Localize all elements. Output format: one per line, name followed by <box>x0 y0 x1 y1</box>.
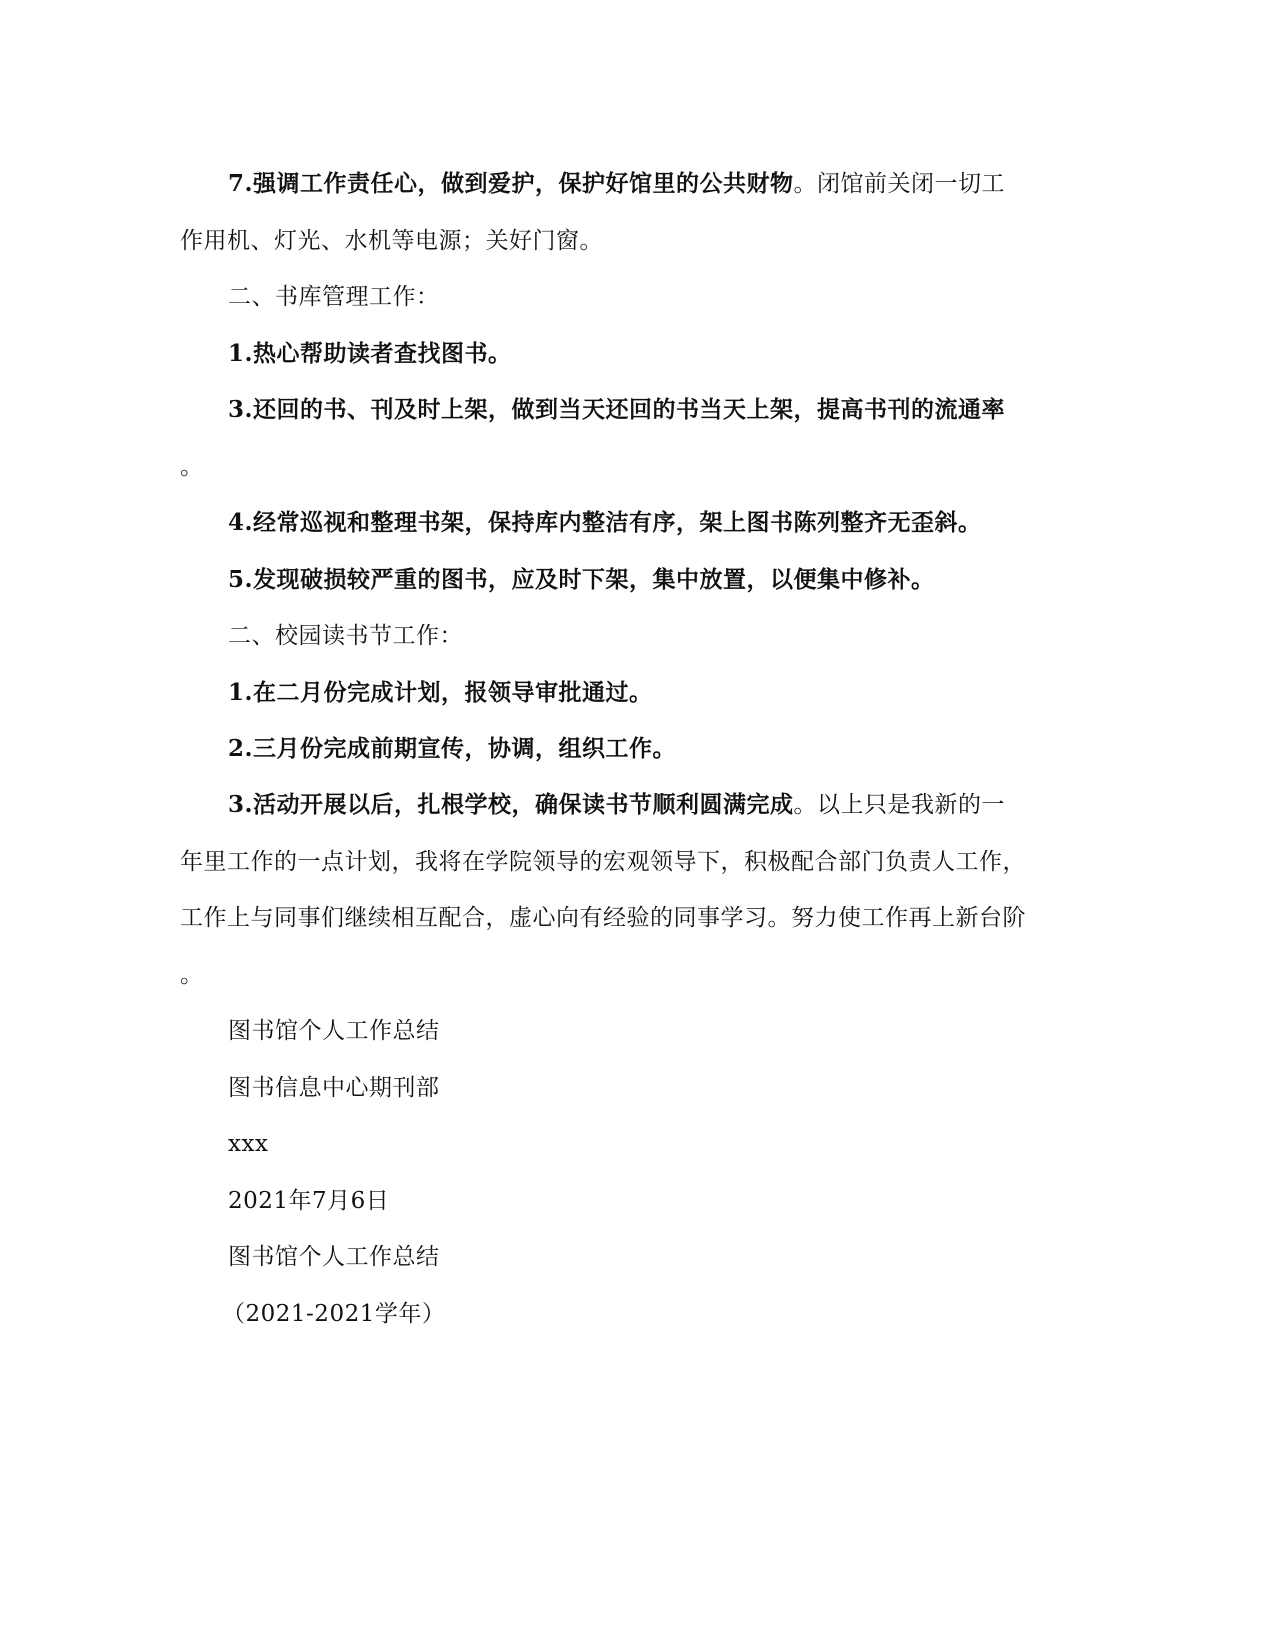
date-text: 2021年7月6日 <box>228 1188 390 1214</box>
department-name: 图书信息中心期刊部 <box>228 1075 440 1101</box>
closing-title: 图书馆个人工作总结 <box>228 1018 440 1044</box>
author-name: xxx <box>228 1131 269 1157</box>
festival-item-3 <box>228 790 1005 820</box>
academic-year: （2021-2021学年） <box>222 1301 446 1327</box>
section-heading-festival: 二、校园读书节工作： <box>228 623 463 649</box>
item-7-continuation: 作用机、灯光、水机等电源；关好门窗。 <box>180 228 603 254</box>
item-3-text: 。以上只是我新的一 <box>793 792 1006 818</box>
summary-line-2: 年里工作的一点计划，我将在学院领导的宏观领导下，积极配合部门负责人工作， <box>180 849 1026 875</box>
festival-item-1: 1.在二月份完成计划，报领导审批通过。 <box>228 679 653 706</box>
stack-item-4: 4.经常巡视和整理书架，保持库内整洁有序，架上图书陈列整齐无歪斜。 <box>228 509 982 536</box>
stack-item-5: 5.发现破损较严重的图书，应及时下架，集中放置，以便集中修补。 <box>228 566 935 593</box>
stack-item-1: 1.热心帮助读者查找图书。 <box>228 340 512 367</box>
summary-line-3: 工作上与同事们继续相互配合，虚心向有经验的同事学习。努力使工作再上新台阶 <box>180 905 1026 931</box>
summary-line-4: 。 <box>180 962 204 988</box>
item-7-bold-text: 7.强调工作责任心，做到爱护，保护好馆里的公共财物 <box>228 170 794 197</box>
next-document-title: 图书馆个人工作总结 <box>228 1244 440 1270</box>
festival-item-2: 2.三月份完成前期宣传，协调，组织工作。 <box>228 735 677 762</box>
stack-item-3-continuation: 。 <box>180 454 204 480</box>
item-3-bold-text: 3.活动开展以后，扎根学校，确保读书节顺利圆满完成 <box>228 791 794 818</box>
item-7-text: 。闭馆前关闭一切工 <box>793 171 1006 197</box>
section-heading-stack: 二、书库管理工作： <box>228 284 440 310</box>
stack-item-3: 3.还回的书、刊及时上架，做到当天还回的书当天上架，提高书刊的流通率 <box>228 396 1006 423</box>
paragraph-item-7 <box>228 169 1005 199</box>
